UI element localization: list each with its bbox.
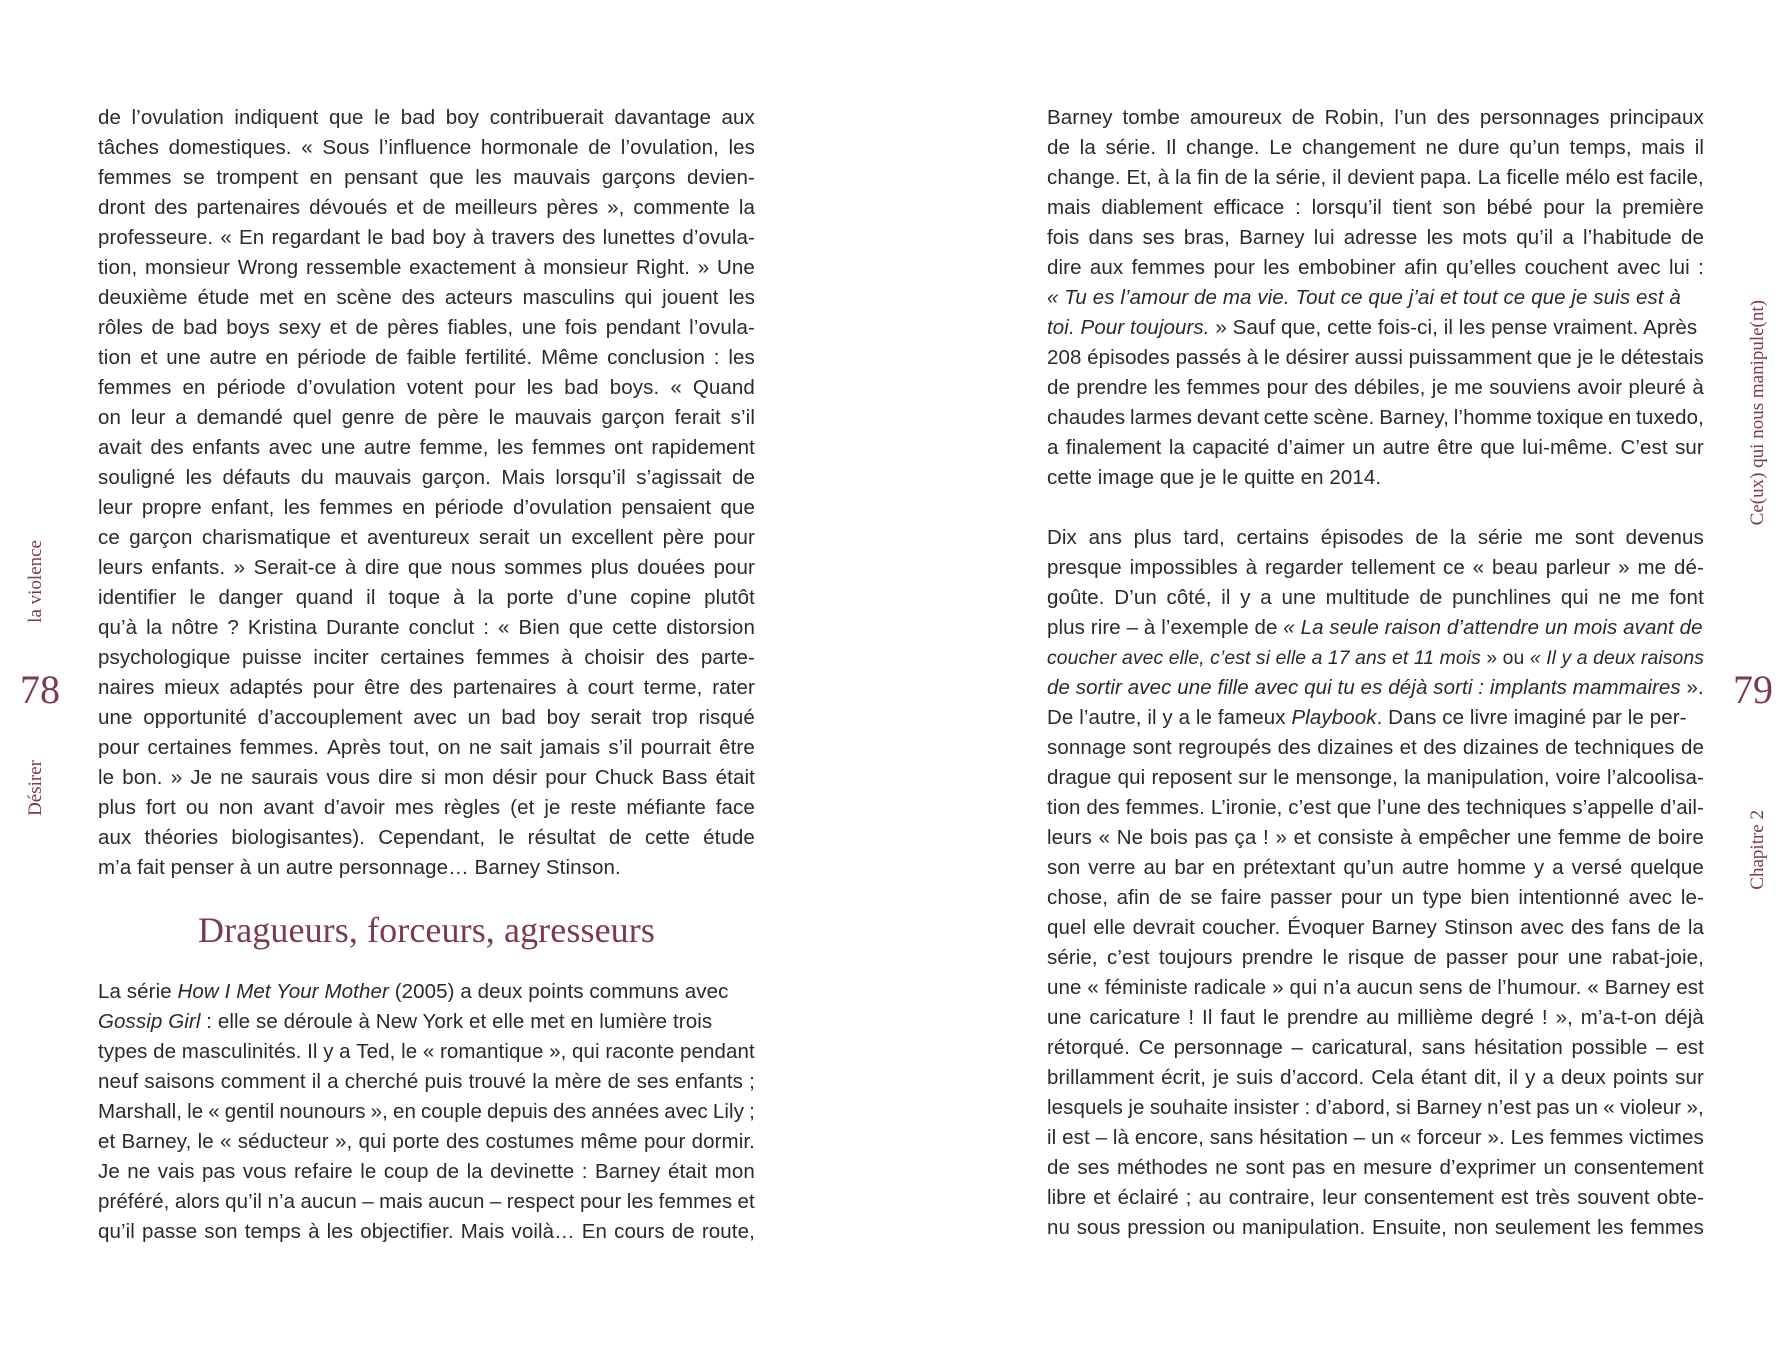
text-line: leurs « Ne bois pas ça ! » et consiste à empêcher une femme de boire <box>1047 826 1704 849</box>
text-line: psychologique puisse inciter certaines femmes à choisir des parte- <box>98 646 755 669</box>
running-head-right-top: Ce(ux) qui nous manipule(nt) <box>1747 300 1768 526</box>
text-line: dire aux femmes pour les embobiner afin qu’elles couchent avec lui : <box>1047 256 1704 279</box>
text-line: et Barney, le « séducteur », qui porte des costumes même pour dormir. <box>98 1130 755 1153</box>
text-line: lesquels je souhaite insister : d’abord, si Barney n’est pas un « violeur », <box>1047 1096 1704 1119</box>
text-line: presque impossibles à regarder tellement ce « beau parleur » me dé- <box>1047 556 1704 579</box>
page-number-left: 78 <box>20 667 60 712</box>
text-line: femmes en période d’ovulation votent pour les bad boys. « Quand <box>98 376 755 399</box>
text-line: Marshall, le « gentil nounours », en couple depuis des années avec Lily ; <box>98 1100 755 1123</box>
text-line: brillamment écrit, je suis d’accord. Cela étant dit, il y a deux points sur <box>1047 1066 1704 1089</box>
text-line: coucher avec elle, c’est si elle a 17 ans et 11 mois » ou « Il y a deux raisons <box>1047 647 1704 669</box>
running-head-left-top: la violence <box>25 540 46 623</box>
running-head-right-bottom: Chapitre 2 <box>1747 810 1768 890</box>
text-line: le bon. » Je ne saurais vous dire si mon désir pour Chuck Bass était <box>98 766 755 789</box>
text-line: a finalement la capacité d’aimer un autre être que lui-même. C’est sur <box>1047 436 1704 459</box>
text-line: mais diablement efficace : lorsqu’il tient son bébé pour la première <box>1047 196 1704 219</box>
text-line: rétorqué. Ce personnage – caricatural, sans hésitation possible – est <box>1047 1036 1704 1059</box>
text-line: 208 épisodes passés à le désirer aussi puissamment que je le détestais <box>1047 346 1704 369</box>
text-line: qu’il passe son temps à les objectifier. Mais voilà… En cours de route, <box>98 1220 755 1243</box>
text-line: ce garçon charismatique et aventureux serait un excellent père pour <box>98 526 755 549</box>
text-line: on leur a demandé quel genre de père le mauvais garçon ferait s’il <box>98 406 755 429</box>
text-line: dront des partenaires dévoués et de meilleurs pères », commente la <box>98 196 755 219</box>
text-line: plus fort ou non avant d’avoir mes règles (et je reste méfiante face <box>98 796 755 819</box>
text-line: goûte. D’un côté, il y a une multitude de punchlines qui ne me font <box>1047 586 1704 609</box>
text-line: De l’autre, il y a le fameux Playbook. Dans ce livre imaginé par le per- <box>1047 706 1687 729</box>
text-line: types de masculinités. Il y a Ted, le « romantique », qui raconte pendant <box>98 1040 755 1063</box>
paragraph-gap <box>1047 493 1704 523</box>
text-line: pour certaines femmes. Après tout, on ne sait jamais s’il pourrait être <box>98 736 755 759</box>
text-line: leur propre enfant, les femmes en période d’ovulation pensaient que <box>98 496 755 519</box>
text-line: tion et une autre en période de faible fertilité. Même conclusion : les <box>98 346 755 369</box>
text-line: une « féministe radicale » qui n’a aucun sens de l’humour. « Barney est <box>1047 976 1704 999</box>
text-line: de sortir avec une fille avec qui tu es déjà sorti : implants mammaires ». <box>1047 676 1704 699</box>
text-line: neuf saisons comment il a cherché puis trouvé la mère de ses enfants ; <box>98 1070 755 1093</box>
text-line: de prendre les femmes pour des débiles, je me souviens avoir pleuré à <box>1047 376 1704 399</box>
text-line: drague qui reposent sur le mensonge, la manipulation, voire l’alcoolisa- <box>1047 766 1704 789</box>
text-line: identifier le danger quand il toque à la porte d’une copine plutôt <box>98 586 755 609</box>
text-line: change. Et, à la fin de la série, il devient papa. La ficelle mélo est facile, <box>1047 166 1704 189</box>
text-line: Gossip Girl : elle se déroule à New York et elle met en lumière trois <box>98 1010 713 1033</box>
text-line: m’a fait penser à un autre personnage… Barney Stinson. <box>98 856 621 879</box>
text-line: qu’à la nôtre ? Kristina Durante conclut : « Bien que cette distorsion <box>98 616 755 639</box>
section-heading: Dragueurs, forceurs, agresseurs <box>198 910 655 950</box>
left-paragraph-2 <box>98 977 755 1247</box>
text-line: quel elle devrait coucher. Évoquer Barney Stinson avec des fans de la <box>1047 916 1704 939</box>
text-line: plus rire – à l’exemple de « La seule raison d’attendre un mois avant de <box>1047 616 1703 639</box>
text-line: « Tu es l’amour de ma vie. Tout ce que j’ai et tout ce que je suis est à <box>1047 286 1681 309</box>
text-line: tâches domestiques. « Sous l’influence hormonale de l’ovulation, les <box>98 136 755 159</box>
text-line: de l’ovulation indiquent que le bad boy contribuerait davantage aux <box>98 106 755 129</box>
text-line: il est – là encore, sans hésitation – un « forceur ». Les femmes victimes <box>1047 1126 1704 1149</box>
text-line: Barney tombe amoureux de Robin, l’un des personnages principaux <box>1047 106 1704 129</box>
text-line: aux théories biologisantes). Cependant, le résultat de cette étude <box>98 826 755 849</box>
text-line: nu sous pression ou manipulation. Ensuite, non seulement les femmes <box>1047 1216 1704 1239</box>
page-number-right: 79 <box>1733 667 1773 712</box>
text-line: Dix ans plus tard, certains épisodes de la série me sont devenus <box>1047 526 1704 549</box>
left-text-column <box>98 103 755 1247</box>
text-line: leurs enfants. » Serait-ce à dire que nous sommes plus douées pour <box>98 556 755 579</box>
text-line: série, c’est toujours prendre le risque de passer pour une rabat-joie, <box>1047 946 1704 969</box>
text-line: naires mieux adaptés pour être des partenaires à court terme, rater <box>98 676 755 699</box>
right-paragraph-1 <box>1047 103 1704 283</box>
text-line: deuxième étude met en scène des acteurs masculins qui jouent les <box>98 286 755 309</box>
text-line: chose, afin de se faire passer pour un type bien intentionné avec le- <box>1047 886 1704 909</box>
text-line: de ses méthodes ne sont pas en mesure d’exprimer un consentement <box>1047 1156 1704 1179</box>
text-line: tion des femmes. L’ironie, c’est que l’une des techniques s’appelle d’ail- <box>1047 796 1704 819</box>
text-line: femmes se trompent en pensant que les mauvais garçons devien- <box>98 166 755 189</box>
text-line: sonnage sont regroupés des dizaines et des dizaines de techniques de <box>1047 736 1704 759</box>
text-line: libre et éclairé ; au contraire, leur consentement est très souvent obte- <box>1047 1186 1704 1209</box>
left-paragraph-1 <box>98 103 755 883</box>
right-text-column <box>1047 103 1704 1243</box>
text-line: professeure. « En regardant le bad boy à travers des lunettes d’ovula- <box>98 226 755 249</box>
text-line: de la série. Il change. Le changement ne dure qu’un temps, mais il <box>1047 136 1704 159</box>
right-paragraph-2 <box>1047 523 1704 613</box>
text-line: La série How I Met Your Mother (2005) a deux points communs avec <box>98 980 729 1003</box>
text-line: une opportunité d’accouplement avec un bad boy serait trop risqué <box>98 706 755 729</box>
text-line: son verre au bar en prétextant qu’un autre homme y a versé quelque <box>1047 856 1704 879</box>
text-line: fois dans ses bras, Barney lui adresse les mots qu’il a l’habitude de <box>1047 226 1704 249</box>
text-line: avait des enfants avec une autre femme, les femmes ont rapidement <box>98 436 755 459</box>
running-head-left-bottom: Désirer <box>25 760 46 816</box>
right-page <box>895 0 1790 1372</box>
text-line: toi. Pour toujours. » Sauf que, cette fois-ci, il les pense vraiment. Après <box>1047 316 1698 339</box>
text-line: chaudes larmes devant cette scène. Barney, l’homme toxique en tuxedo, <box>1047 406 1704 429</box>
text-line: souligné les défauts du mauvais garçon. Mais lorsqu’il s’agissait de <box>98 466 755 489</box>
text-line: tion, monsieur Wrong ressemble exactement à monsieur Right. » Une <box>98 256 755 279</box>
text-line: cette image que je le quitte en 2014. <box>1047 466 1382 489</box>
text-line: Je ne vais pas vous refaire le coup de la devinette : Barney était mon <box>98 1160 755 1183</box>
text-line: rôles de bad boys sexy et de pères fiables, une fois pendant l’ovula- <box>98 316 755 339</box>
text-line: une caricature ! Il faut le prendre au millième degré ! », m’a-t-on déjà <box>1047 1006 1704 1029</box>
text-line: préféré, alors qu’il n’a aucun – mais aucun – respect pour les femmes et <box>98 1190 755 1213</box>
